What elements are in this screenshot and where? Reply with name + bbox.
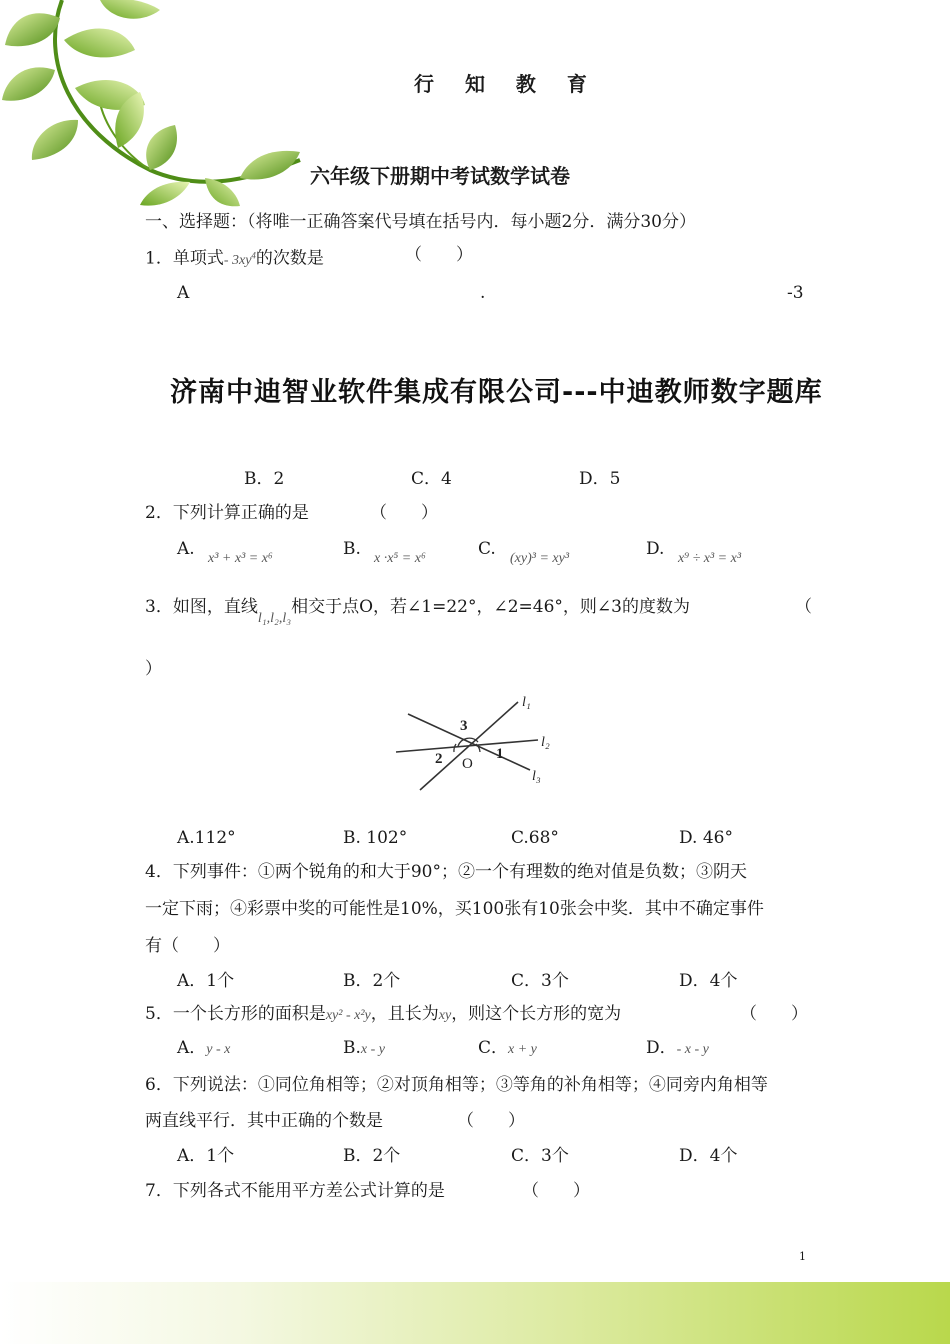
q1-prefix: 1．单项式: [145, 248, 224, 269]
question-5: 5．一个长方形的面积是xy² - x²y，且长为xy，则这个长方形的宽为: [145, 1004, 622, 1024]
q1-suffix: 的次数是: [255, 248, 324, 269]
q5-length-expr: xy: [438, 1008, 452, 1023]
angle-2-arc: [454, 744, 456, 752]
q4-option-d: D．4个: [679, 971, 738, 991]
q2-option-a-label: A.: [177, 539, 195, 559]
q1-option-a-dot: .: [480, 283, 486, 303]
leaf-icon: [2, 0, 300, 206]
q3-lines: l₁,l₂,l₃: [257, 611, 292, 626]
q6-blank: （ ）: [457, 1111, 525, 1131]
question-4-line-2: 一定下雨；④彩票中奖的可能性是10%，买100张有10张会中奖．其中不确定事件: [145, 899, 764, 919]
question-6-line-2: 两直线平行．其中正确的个数是: [145, 1111, 383, 1131]
question-4-line-3: 有（ ）: [145, 936, 230, 956]
q5-option-a: A．y - x: [177, 1038, 231, 1058]
q1-option-d: D．5: [579, 469, 621, 489]
page-number: 1: [799, 1250, 806, 1263]
q1-option-c: C．4: [411, 469, 452, 489]
label-angle-3: 3: [460, 718, 468, 734]
watermark-banner: 济南中迪智业软件集成有限公司---中迪教师数字题库: [170, 377, 823, 408]
q2-option-c-label: C.: [478, 539, 496, 559]
q5-area-expr: xy² - x²y: [325, 1008, 371, 1023]
q5-option-b: B.x - y: [343, 1038, 385, 1058]
q5-option-d: D．- x - y: [646, 1038, 709, 1058]
q3-option-c: C.68°: [511, 828, 559, 848]
section-heading: 一、选择题：（将唯一正确答案代号填在括号内．每小题2分．满分30分）: [145, 212, 696, 232]
q2-option-b-label: B.: [343, 539, 361, 559]
q3-paren-open: （: [795, 597, 812, 617]
q6-option-b: B．2个: [343, 1146, 401, 1166]
q2-option-d-label: D.: [646, 539, 665, 559]
q4-option-b: B．2个: [343, 971, 401, 991]
q4-option-c: C．3个: [511, 971, 569, 991]
q2-option-b-expr: x ·x⁵ = x⁶: [374, 551, 426, 566]
q3-text2: 相交于点O，若∠1=22°，∠2=46°，则∠3的度数为: [291, 597, 690, 617]
q6-option-c: C．3个: [511, 1146, 569, 1166]
q3-angle-figure: [390, 690, 570, 795]
label-l2: l₂: [541, 735, 550, 750]
q1-option-a: A: [177, 283, 190, 303]
q1-option-a-value: -3: [787, 283, 804, 303]
leaf-vine-decoration: [0, 0, 330, 210]
label-point-o: O: [462, 756, 473, 772]
q2-option-d-expr: x⁹ ÷ x³ = x³: [678, 551, 742, 566]
q6-option-a: A．1个: [177, 1146, 235, 1166]
q2-option-c-expr: (xy)³ = xy³: [510, 551, 570, 566]
q2-blank: （ ）: [370, 503, 438, 523]
label-angle-2: 2: [435, 751, 443, 767]
question-4-line-1: 4．下列事件：①两个锐角的和大于90°；②一个有理数的绝对值是负数；③阴天: [145, 862, 747, 882]
header-org: 行 知 教 育: [414, 72, 599, 96]
q3-text: 3．如图，直线: [145, 597, 258, 617]
footer-gradient-bar: [0, 1282, 950, 1344]
question-6-line-1: 6．下列说法：①同位角相等；②对顶角相等；③等角的补角相等；④同旁内角相等: [145, 1075, 768, 1095]
question-3: [145, 596, 690, 630]
q3-option-b: B. 102°: [343, 828, 408, 848]
page-title: 六年级下册期中考试数学试卷: [310, 164, 570, 188]
q7-blank: （ ）: [522, 1181, 590, 1201]
label-angle-1: 1: [496, 746, 504, 762]
q5-option-c: C．x + y: [478, 1038, 537, 1058]
q5-blank: （ ）: [740, 1004, 808, 1024]
q1-option-b: B．2: [244, 469, 285, 489]
q1-blank: （ ）: [405, 245, 473, 265]
label-l3: l₃: [532, 769, 541, 784]
q3-option-d: D. 46°: [679, 828, 733, 848]
label-l1: l₁: [522, 695, 531, 710]
q3-option-a: A.112°: [177, 828, 236, 848]
q4-option-a: A．1个: [177, 971, 235, 991]
q6-option-d: D．4个: [679, 1146, 738, 1166]
question-2: 2．下列计算正确的是: [145, 503, 309, 523]
q3-paren-close: ）: [145, 659, 162, 679]
q2-option-a-expr: x³ + x³ = x⁶: [208, 551, 273, 566]
q1-expression: - $3xy^4$: [223, 250, 256, 268]
question-7: 7．下列各式不能用平方差公式计算的是: [145, 1181, 445, 1201]
question-1: [145, 244, 324, 272]
